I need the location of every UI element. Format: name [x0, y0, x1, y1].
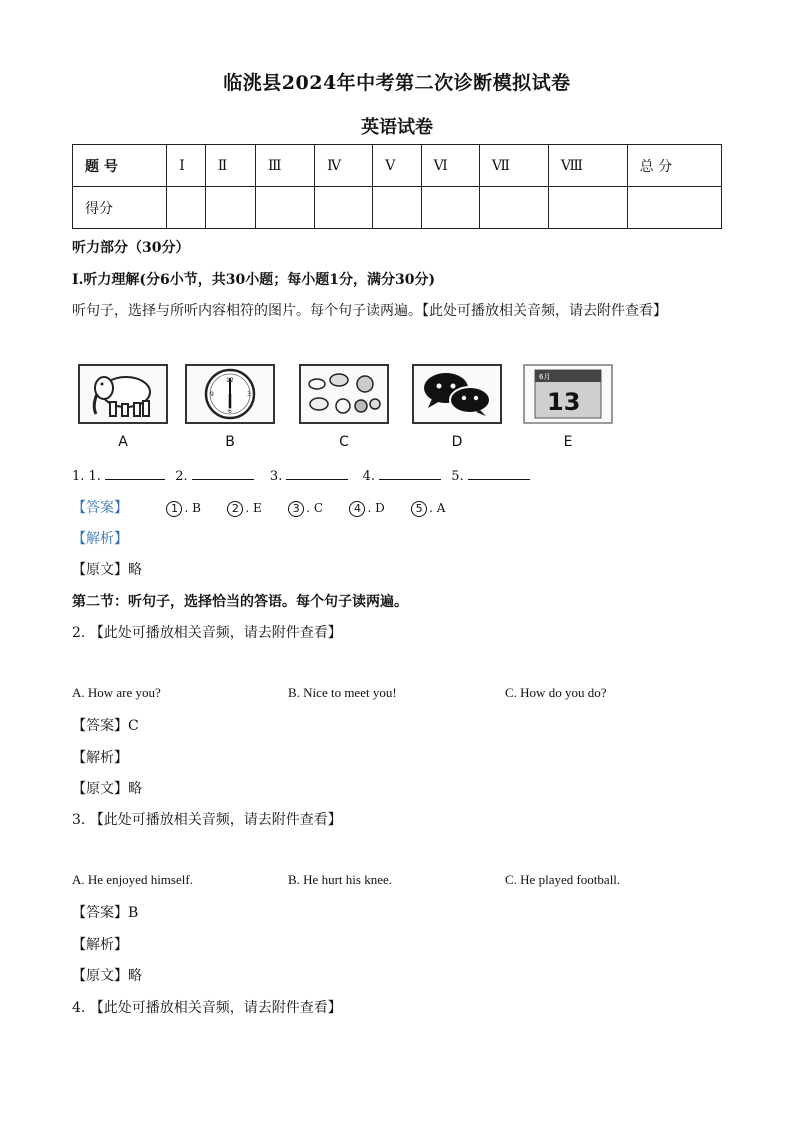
q3-analysis: 【解析】 — [72, 937, 128, 953]
picture-e — [523, 364, 613, 450]
picture-label: A — [118, 434, 128, 450]
score-cell: Ⅷ — [548, 145, 627, 187]
score-cell: Ⅱ — [205, 145, 255, 187]
score-cell: Ⅰ — [167, 145, 205, 187]
score-table — [72, 144, 722, 229]
score-cell: Ⅵ — [421, 145, 479, 187]
calendar-icon — [523, 364, 613, 424]
answer-value: . C — [306, 501, 324, 515]
original-label: 【原文】 — [72, 562, 128, 578]
q3-option-c[interactable]: C. He played football. — [505, 872, 621, 887]
blank-5[interactable] — [468, 467, 530, 480]
calendar-month: 6月 — [539, 373, 551, 381]
q3-option-b[interactable]: B. He hurt his knee. — [288, 872, 392, 887]
answer-label: 【答案】 — [72, 500, 128, 516]
svg-text:3: 3 — [247, 391, 251, 398]
picture-a — [78, 364, 168, 450]
q2-option-c[interactable]: C. How do you do? — [505, 685, 607, 700]
q2-option-b[interactable]: B. Nice to meet you! — [288, 685, 397, 700]
score-input-cell[interactable] — [479, 187, 548, 229]
answer-value: . D — [367, 501, 385, 515]
score-input-cell[interactable] — [627, 187, 721, 229]
blank-4[interactable] — [379, 467, 441, 480]
clock-icon — [185, 364, 275, 424]
score-input-cell[interactable] — [205, 187, 255, 229]
score-cell: 总 分 — [627, 145, 721, 187]
answers-row — [72, 497, 445, 517]
q3-answer: 【答案】B — [72, 905, 139, 921]
circled-number: 2 — [227, 501, 243, 517]
blank-3[interactable] — [286, 467, 348, 480]
analysis-label: 【解析】 — [72, 531, 128, 547]
q2-analysis: 【解析】 — [72, 750, 128, 766]
answer-value: . B — [184, 501, 201, 515]
picture-label: E — [563, 434, 573, 450]
answer-value: . E — [245, 501, 262, 515]
blank-prefix: 1. 1. — [72, 469, 101, 484]
answer-blanks — [72, 467, 530, 484]
picture-b — [185, 364, 275, 450]
svg-text:9: 9 — [210, 391, 214, 398]
q2-original: 【原文】略 — [72, 781, 142, 797]
svg-text:6: 6 — [228, 408, 232, 415]
calendar-day: 13 — [547, 388, 581, 416]
circled-number: 5 — [411, 501, 427, 517]
score-cell: 题 号 — [73, 145, 167, 187]
question-2-prompt: 2. 【此处可播放相关音频，请去附件查看】 — [72, 625, 342, 641]
part-instruction: 听句子，选择与所听内容相符的图片。每个句子读两遍。【此处可播放相关音频，请去附件查看】 — [72, 303, 667, 319]
blank-number: 5. — [451, 469, 464, 484]
section2-heading: 第二节：听句子，选择恰当的答语。每个句子读两遍。 — [72, 594, 408, 610]
wechat-icon — [412, 364, 502, 424]
picture-label: B — [225, 434, 235, 450]
score-cell: Ⅳ — [315, 145, 373, 187]
exam-title: 临洮县2024年中考第二次诊断模拟试卷 — [223, 72, 571, 94]
vegetables-icon — [299, 364, 389, 424]
exam-subtitle: 英语试卷 — [361, 117, 433, 138]
answer-value: . A — [429, 501, 446, 515]
score-input-cell[interactable] — [373, 187, 421, 229]
score-label-cell: 得分 — [73, 187, 167, 229]
original-value: 略 — [128, 562, 142, 578]
score-input-cell[interactable] — [315, 187, 373, 229]
blank-number: 4. — [362, 469, 376, 484]
score-input-cell[interactable] — [421, 187, 479, 229]
question-3-prompt: 3. 【此处可播放相关音频，请去附件查看】 — [72, 812, 342, 828]
listening-heading: 听力部分（30分） — [72, 240, 190, 256]
q3-original: 【原文】略 — [72, 968, 142, 984]
blank-number: 2. — [175, 469, 188, 484]
picture-d — [412, 364, 502, 450]
original-text — [72, 559, 142, 579]
blank-1[interactable] — [105, 467, 165, 480]
score-input-cell[interactable] — [548, 187, 627, 229]
picture-label: D — [451, 434, 463, 450]
q2-answer: 【答案】C — [72, 718, 139, 734]
score-input-cell[interactable] — [167, 187, 205, 229]
picture-label: C — [339, 434, 349, 450]
blank-2[interactable] — [192, 467, 254, 480]
q2-option-a[interactable]: A. How are you? — [72, 685, 161, 700]
blank-number: 3. — [269, 469, 283, 484]
part-title: Ⅰ.听力理解(分6小节，共30小题；每小题1分，满分30分) — [72, 272, 436, 288]
question-4-prompt: 4. 【此处可播放相关音频，请去附件查看】 — [72, 1000, 342, 1016]
score-input-cell[interactable] — [255, 187, 314, 229]
score-table-header-row — [73, 145, 722, 187]
circled-number: 1 — [166, 501, 182, 517]
circled-number: 3 — [288, 501, 304, 517]
picture-c — [299, 364, 389, 450]
q3-option-a[interactable]: A. He enjoyed himself. — [72, 872, 193, 887]
elephant-icon — [78, 364, 168, 424]
score-cell: Ⅶ — [479, 145, 548, 187]
score-table-score-row — [73, 187, 722, 229]
circled-number: 4 — [349, 501, 365, 517]
score-cell: Ⅲ — [255, 145, 314, 187]
svg-text:12: 12 — [226, 377, 234, 384]
score-cell: Ⅴ — [373, 145, 421, 187]
